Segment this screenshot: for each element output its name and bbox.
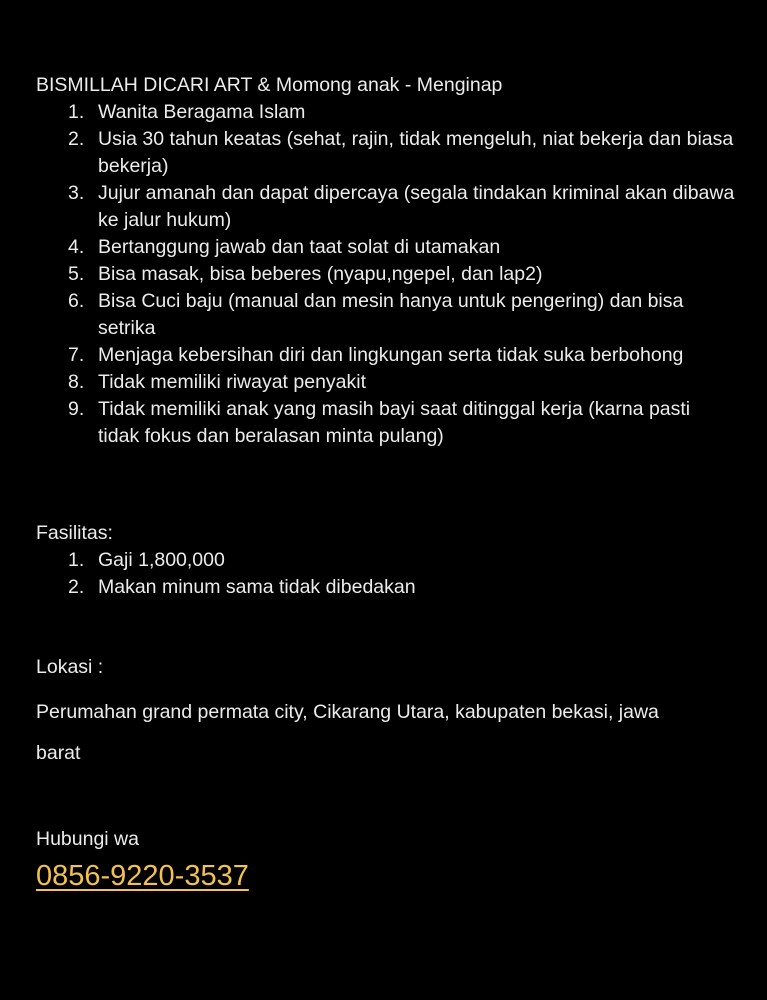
list-item: 1. Gaji 1,800,000 [68, 549, 225, 571]
list-item: 4. Bertanggung jawab dan taat solat di utamakan [68, 236, 501, 258]
phone-link[interactable]: 0856-9220-3537 [36, 860, 249, 892]
list-item: 2. Makan minum sama tidak dibedakan [68, 576, 416, 598]
list-item: 1. Wanita Beragama Islam [68, 101, 306, 123]
facilities-heading: Fasilitas: [36, 522, 113, 544]
list-item: 7. Menjaga kebersihan diri dan lingkungan serta tidak suka berbohong [68, 344, 684, 366]
location-heading: Lokasi : [36, 656, 104, 678]
list-item: 5. Bisa masak, bisa beberes (nyapu,ngepel, dan lap2) [68, 263, 543, 285]
list-item: 8. Tidak memiliki riwayat penyakit [68, 371, 367, 393]
contact-label: Hubungi wa [36, 828, 139, 850]
list-item: 3. Jujur amanah dan dapat dipercaya (segala tindakan kriminal akan dibawa ke jalur hukum) [68, 182, 735, 231]
facilities-list [36, 547, 736, 601]
requirements-list [36, 99, 736, 450]
location-address-line2: barat [36, 742, 81, 764]
job-posting [36, 72, 736, 450]
list-item: 2. Usia 30 tahun keatas (sehat, rajin, tidak mengeluh, niat bekerja dan biasa bekerja) [68, 128, 734, 177]
location-address-line1: Perumahan grand permata city, Cikarang Utara, kabupaten bekasi, jawa [36, 701, 659, 723]
posting-title: BISMILLAH DICARI ART & Momong anak - Menginap [36, 74, 503, 96]
facilities-section [36, 547, 736, 601]
list-item: 9. Tidak memiliki anak yang masih bayi saat ditinggal kerja (karna pasti tidak fokus dan beralasan minta pulang) [68, 398, 691, 447]
list-item: 6. Bisa Cuci baju (manual dan mesin hanya untuk pengering) dan bisa setrika [68, 290, 684, 339]
